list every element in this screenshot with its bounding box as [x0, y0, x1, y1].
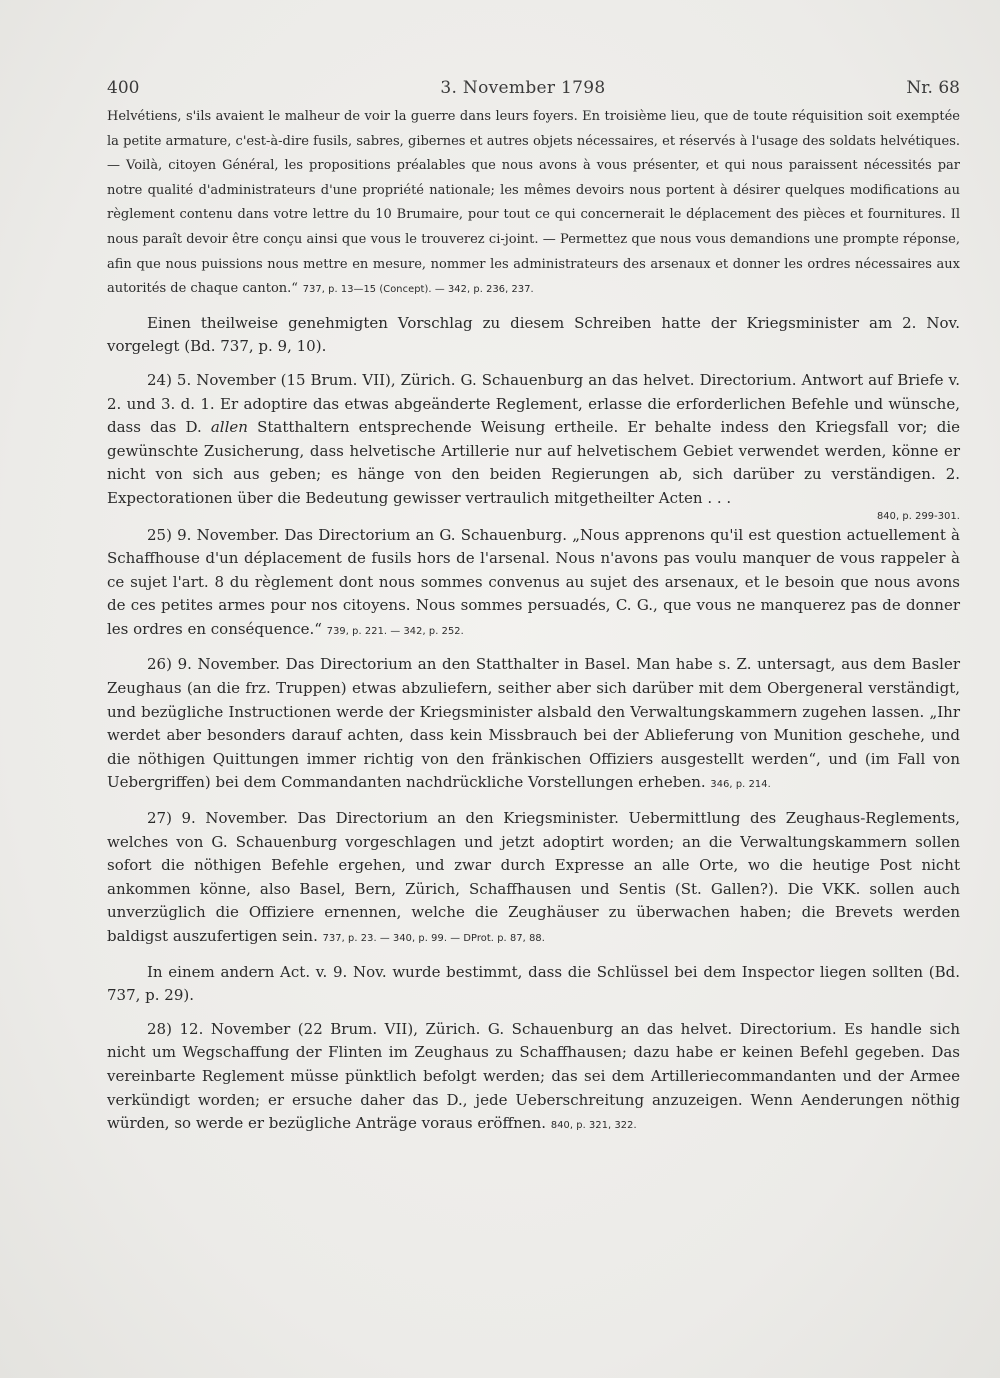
paragraph-entry-28 [107, 1018, 960, 1138]
source-citation: 739, p. 221. — 342, p. 252. [326, 625, 464, 637]
paragraph-text: 25) 9. November. Das Directorium an G. Schauenburg. „Nous apprenons qu'il est question actuellement à Schaffhouse d'un déplacement de fusils hors de l'arsenal. Nous n'avons pas voulu manquer de vous rappeler à ce sujet l'art. 8 du règlement dont nous sommes convenus au sujet des arsenaux, et le besoin que nous avons de ces petites armes pour nos citoyens. Nous sommes persuadés, C. G., que vous ne manquerez pas de donner les ordres en conséquence.“ [107, 525, 960, 638]
paragraph-text: 28) 12. November (22 Brum. VII), Zürich. G. Schauenburg an das helvet. Directorium. Es handle sich nicht um Wegschaffung der Flinten im Zeughaus zu Schaffhausen; dazu habe er keinen Befehl gegeben. Das vereinbarte Reglement müsse pünktlich befolgt werden; das sei dem Artilleriecommandanten und der Armee verkündigt worden; er ersuche daher das D., jede Ueberschreitung anzuzeigen. Wenn Aenderungen nöthig würden, so werde er bezügliche Anträge voraus eröffnen. [107, 1019, 960, 1133]
paragraph-text: Einen theilweise genehmigten Vorschlag zu diesem Schreiben hatte der Kriegsminister am 2. Nov. vorgelegt (Bd. 737, p. 9, 10). [107, 313, 960, 356]
source-citation: 737, p. 23. — 340, p. 99. — DProt. p. 87, 88. [322, 933, 545, 944]
paragraph-text: 24) 5. November (15 Brum. VII), Zürich. G. Schauenburg an das helvet. Directorium. Antwort auf Briefe v. 2. und 3. d. 1. Er adoptire das etwas abgeänderte Reglement, erlasse die erforderlichen Befehle und wünsche, dass das D. [107, 370, 960, 437]
running-head [107, 78, 960, 98]
paragraph-text: 27) 9. November. Das Directorium an den Kriegsminister. Uebermittlung des Zeughaus-Reglements, welches von G. Schauenburg vorgeschlagen und jetzt adoptirt worden; an die Verwaltungskammern sollen sofort die nöthigen Befehle ergehen, und zwar durch Expresse an alle Orte, wo die heutige Post nicht ankommen könne, also Basel, Bern, Zürich, Schaffhausen und Sentis (St. Gallen?). Die VKK. sollen auch unverzüglich die Offiziere ernennen, welche die Zeughäuser zu überwachen haben; die Brevets werden baldigst auszufertigen sein. [107, 809, 960, 945]
paragraph-text: Helvétiens, s'ils avaient le malheur de voir la guerre dans leurs foyers. En troisième lieu, que de toute réquisition soit exemptée la petite armature, c'est-à-dire fusils, sabres, gibernes et autres objets nécessaires, et réservés à l'usage des soldats helvétiques. — Voilà, citoyen Général, les propositions préalables que nous avons à vous présenter, et qui nous paraissent nécessités par notre qualité d'administrateurs d'une propriété nationale; les mêmes devoirs nous portent à désirer quelques modifications au règlement contenu dans votre lettre du 10 Brumaire, pour tout ce qui concernerait le déplacement des pièces et fournitures. Il nous paraît devoir être conçu ainsi que vous le trouverez ci-joint. — Permettez que nous vous demandions une prompte réponse, afin que nous puissions nous mettre en mesure, nommer les administrateurs des arsenaux et donner les ordres nécessaires aux autorités de chaque canton.“ [107, 109, 960, 297]
source-citation: 346, p. 214. [710, 779, 771, 791]
paragraph-note [107, 312, 960, 359]
paragraph-continuation [107, 104, 960, 302]
page-number: 400 [107, 78, 140, 98]
paragraph-text: Statthaltern entsprechende Weisung ertheile. Er behalte indess den Kriegsfall vor; die gewünschte Zusicherung, dass helvetische Artillerie nur auf helvetischem Gebiet verwendet werden, könne er nicht von sich aus geben; es hänge von den beiden Regierungen ab, sich darüber zu verständigen. 2. Expectorationen über die Bedeutung gewisser vertraulich mitgetheilter Acten . . . [107, 418, 960, 507]
paragraph-text: In einem andern Act. v. 9. Nov. wurde bestimmt, dass die Schlüssel bei dem Inspector liegen sollten (Bd. 737, p. 29). [107, 962, 960, 1005]
source-citation: 840, p. 299-301. [876, 510, 960, 522]
header-date: 3. November 1798 [440, 78, 606, 98]
paragraph-entry-25 [107, 524, 960, 644]
paragraph-entry-24 [107, 369, 960, 524]
document-body [107, 104, 960, 1138]
paragraph-text: 26) 9. November. Das Directorium an den Statthalter in Basel. Man habe s. Z. untersagt, aus dem Basler Zeughaus (an die frz. Truppen) etwas abzuliefern, seither aber sich darüber mit dem Obergeneral verständigt, und bezügliche Instructionen werde der Kriegsminister alsbald den Verwaltungskammern zugehen lassen. „Ihr werdet aber besonders darauf achten, dass kein Missbrauch bei der Ablieferung von Munition geschehe, und die nöthigen Quittungen immer richtig von den fränkischen Offiziers ausgestellt werden“, und (im Fall von Uebergriffen) bei dem Commandanten nachdrückliche Vorstellungen erheben. [107, 655, 960, 792]
source-citation: 737, p. 13—15 (Concept). — 342, p. 236, 237. [302, 284, 534, 296]
paragraph-note [107, 961, 960, 1008]
paragraph-entry-27 [107, 807, 960, 951]
source-citation: 840, p. 321, 322. [550, 1120, 637, 1132]
paragraph-entry-26 [107, 653, 960, 797]
emphasis-text: allen [210, 418, 248, 437]
entry-number: Nr. 68 [906, 78, 960, 98]
